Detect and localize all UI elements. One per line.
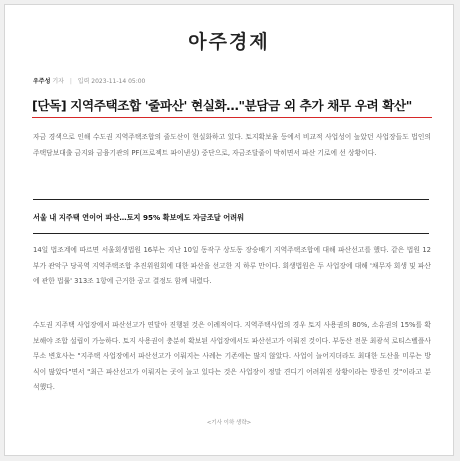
article-paragraph-1: 14일 법조계에 따르면 서울회생법원 16부는 지난 10일 동작구 상도동 장승배기 지역주택조합에 대해 파산선고를 했다. 같은 법원 12부가 관악구 당곡역 지역주택조합 추진위원회에 대한 파산을 선고한 지 하루 만이다. 회생법원은 두 사업장에 대해 '채무자 회생 및 파산에 관한 법률' 313조 1항에 근거한 공고 결정도 함께 내렸다. xyxy=(33,246,431,285)
article-subheading: 서울 내 지주택 연이어 파산…토지 95% 확보에도 자금조달 어려워 xyxy=(33,213,245,222)
section-divider-top xyxy=(33,199,429,200)
author-role: 기자 xyxy=(52,78,64,85)
publish-date: 2023-11-14 05:00 xyxy=(91,78,146,85)
byline-divider: | xyxy=(69,78,72,85)
article-footer-note: <기사 이하 생략> xyxy=(206,420,252,426)
article-lead: 자금 경색으로 인해 수도권 지역주택조합의 줄도산이 현실화하고 있다. 토지확보율 등에서 비교적 사업성이 높았던 사업장들도 법인의 주택담보대출 금지와 금융기관의 PF(프로젝트 파이낸싱) 중단으로, 자금조달줄이 막히면서 파산 기로에 선 상황이다. xyxy=(33,133,431,157)
article-paragraph-2: 수도권 지주택 사업장에서 파산선고가 연달아 진행된 것은 이례적이다. 지역주택사업의 경우 토지 사용권의 80%, 소유권의 15%를 확보해야 조합 설립이 가능하다. 토지 사용권이 충분히 확보된 사업장에서도 파산선고가 이뤄진 것이다. 부동산 전문 최광석 로티스벨플사무소 변호사는 "지주택 사업장에서 파산선고가 이뤄지는 사례는 기존에는 많지 않았다. 사업이 늘어지더라도 최대한 도산을 미루는 방식이 많았다"면서 "최근 파산선고가 이뤄지는 곳이 늘고 있다는 것은 사업장이 정말 견디기 어려워진 상황이라는 방증인 것"이라고 분석했다. xyxy=(33,321,431,391)
date-label: 입력 xyxy=(77,78,90,85)
site-logo[interactable]: 아주경제 xyxy=(188,31,270,53)
byline xyxy=(33,76,145,85)
article-headline: [단독] 지역주택조합 '줄파산' 현실화…"분담금 외 추가 채무 우려 확산" xyxy=(32,95,432,118)
article-page xyxy=(4,4,454,456)
author-name[interactable]: 우주성 xyxy=(33,78,51,85)
section-divider-bottom xyxy=(33,233,429,234)
